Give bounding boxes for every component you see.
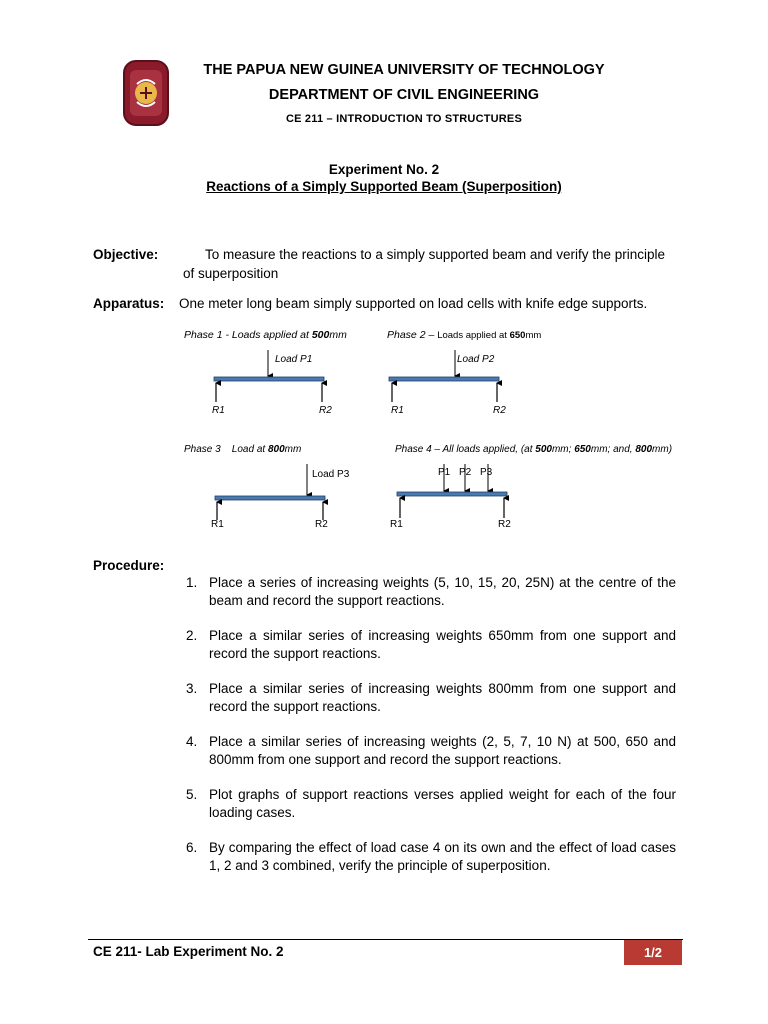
procedure-item-2: 2. Place a similar series of increasing weights 650mm from one support and record the support reactions. xyxy=(186,628,676,661)
phase1-caption: Phase 1 - Loads applied at 500mm xyxy=(184,329,347,341)
objective-line-1: To measure the reactions to a simply supported beam and verify the principle xyxy=(205,247,665,262)
department-name: DEPARTMENT OF CIVIL ENGINEERING xyxy=(268,87,540,103)
apparatus-label: Apparatus: xyxy=(93,296,165,311)
beam-diagrams xyxy=(180,322,680,532)
phase4-r1: R1 xyxy=(390,519,403,530)
phase3-r2: R2 xyxy=(315,519,328,530)
phase1-r2: R2 xyxy=(319,405,332,416)
phase2-load-label: Load P2 xyxy=(457,354,495,365)
course-title: CE 211 – INTRODUCTION TO STRUCTURES xyxy=(286,113,522,125)
phase3-load-label: Load P3 xyxy=(312,469,350,480)
phase2-caption: Phase 2 – Loads applied at 650mm xyxy=(387,329,542,341)
procedure-label: Procedure: xyxy=(93,558,165,573)
phase3-caption: Phase 3 Load at 800mm xyxy=(184,444,302,455)
experiment-number: Experiment No. 2 xyxy=(328,162,440,177)
procedure-item-1: 1. Place a series of increasing weights (5, 10, 15, 20, 25N) at the centre of the beam and record the support reactions. xyxy=(186,575,676,608)
phase1-r1: R1 xyxy=(212,405,225,416)
phase4-r2: R2 xyxy=(498,519,511,530)
footer-text: CE 211- Lab Experiment No. 2 xyxy=(93,944,284,959)
phase4-beam xyxy=(397,492,507,496)
experiment-title: Reactions of a Simply Supported Beam (Superposition) xyxy=(206,179,562,194)
apparatus-text: One meter long beam simply supported on load cells with knife edge supports. xyxy=(179,296,648,311)
phase2-beam xyxy=(389,377,499,381)
procedure-item-5: 5. Plot graphs of support reactions verses applied weight for each of the four loading cases. xyxy=(186,787,676,820)
phase4-caption: Phase 4 – All loads applied, (at 500mm; 650mm; and, 800mm) xyxy=(395,444,673,455)
page-number-badge: 1/2 xyxy=(624,940,682,965)
procedure-item-6: 6. By comparing the effect of load case 4 on its own and the effect of load cases 1, 2 and 3 combined, verify the principle of superposition. xyxy=(186,840,676,873)
phase2-r1: R1 xyxy=(391,405,404,416)
procedure-item-3: 3. Place a similar series of increasing weights 800mm from one support and record the support reactions. xyxy=(186,681,676,714)
phase1-beam xyxy=(214,377,324,381)
procedure-item-4: 4. Place a similar series of increasing weights (2, 5, 7, 10 N) at 500, 650 and 800mm from one support and record the support reactions. xyxy=(186,734,676,767)
objective-line-2: of superposition xyxy=(183,266,279,281)
university-name: THE PAPUA NEW GUINEA UNIVERSITY OF TECHNOLOGY xyxy=(203,62,605,78)
phase3-r1: R1 xyxy=(211,519,224,530)
phase4-p3: P3 xyxy=(480,467,493,478)
phase2-r2: R2 xyxy=(493,405,506,416)
phase4-p2: P2 xyxy=(459,467,472,478)
phase4-p1: P1 xyxy=(438,467,451,478)
footer-rule xyxy=(88,939,683,940)
phase3-beam xyxy=(215,496,325,500)
objective-label: Objective: xyxy=(93,247,159,262)
phase1-load-label: Load P1 xyxy=(275,354,313,365)
